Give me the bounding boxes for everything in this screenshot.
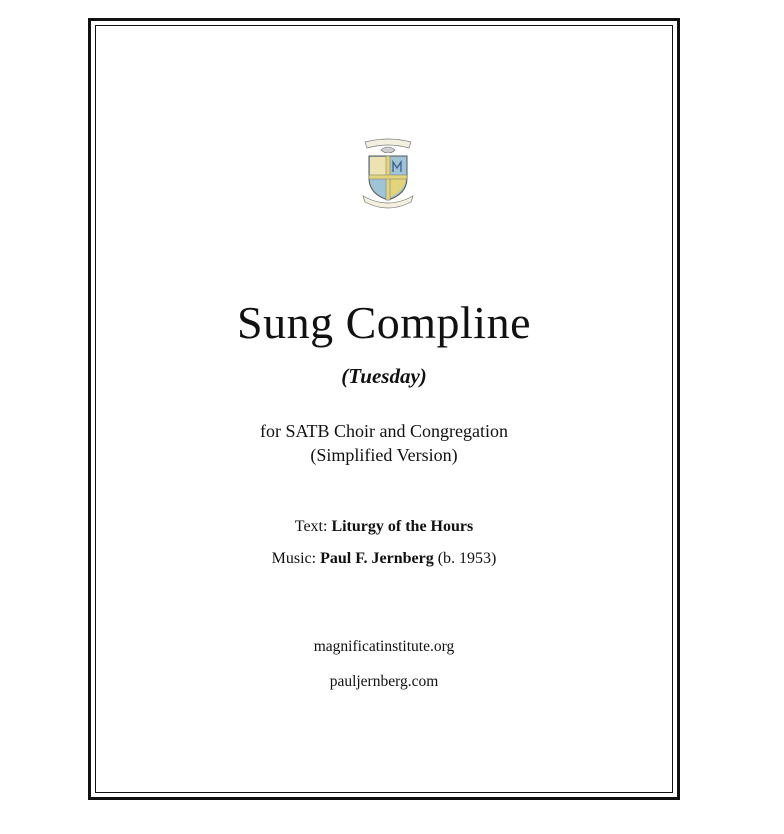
scoring-line-2: (Simplified Version)	[310, 445, 458, 465]
document-title: Sung Compline	[236, 297, 532, 348]
website-link-1[interactable]: magnificatinstitute.org	[313, 638, 455, 655]
website-link-2[interactable]: pauljernberg.com	[329, 673, 439, 690]
music-credit-dates: (b. 1953)	[437, 550, 497, 567]
music-credit-composer: Paul F. Jernberg	[320, 550, 434, 567]
document-subtitle: (Tuesday)	[341, 364, 427, 388]
text-credit-label: Text:	[294, 518, 328, 535]
page-border-outer	[88, 18, 680, 800]
scoring-line-1: for SATB Choir and Congregation	[260, 421, 508, 441]
page-border-inner	[95, 25, 673, 793]
text-credit-value: Liturgy of the Hours	[331, 518, 474, 535]
text-credit	[96, 518, 672, 536]
institute-crest-icon	[361, 134, 415, 210]
music-credit-label: Music:	[271, 550, 317, 567]
music-credit	[96, 550, 672, 568]
